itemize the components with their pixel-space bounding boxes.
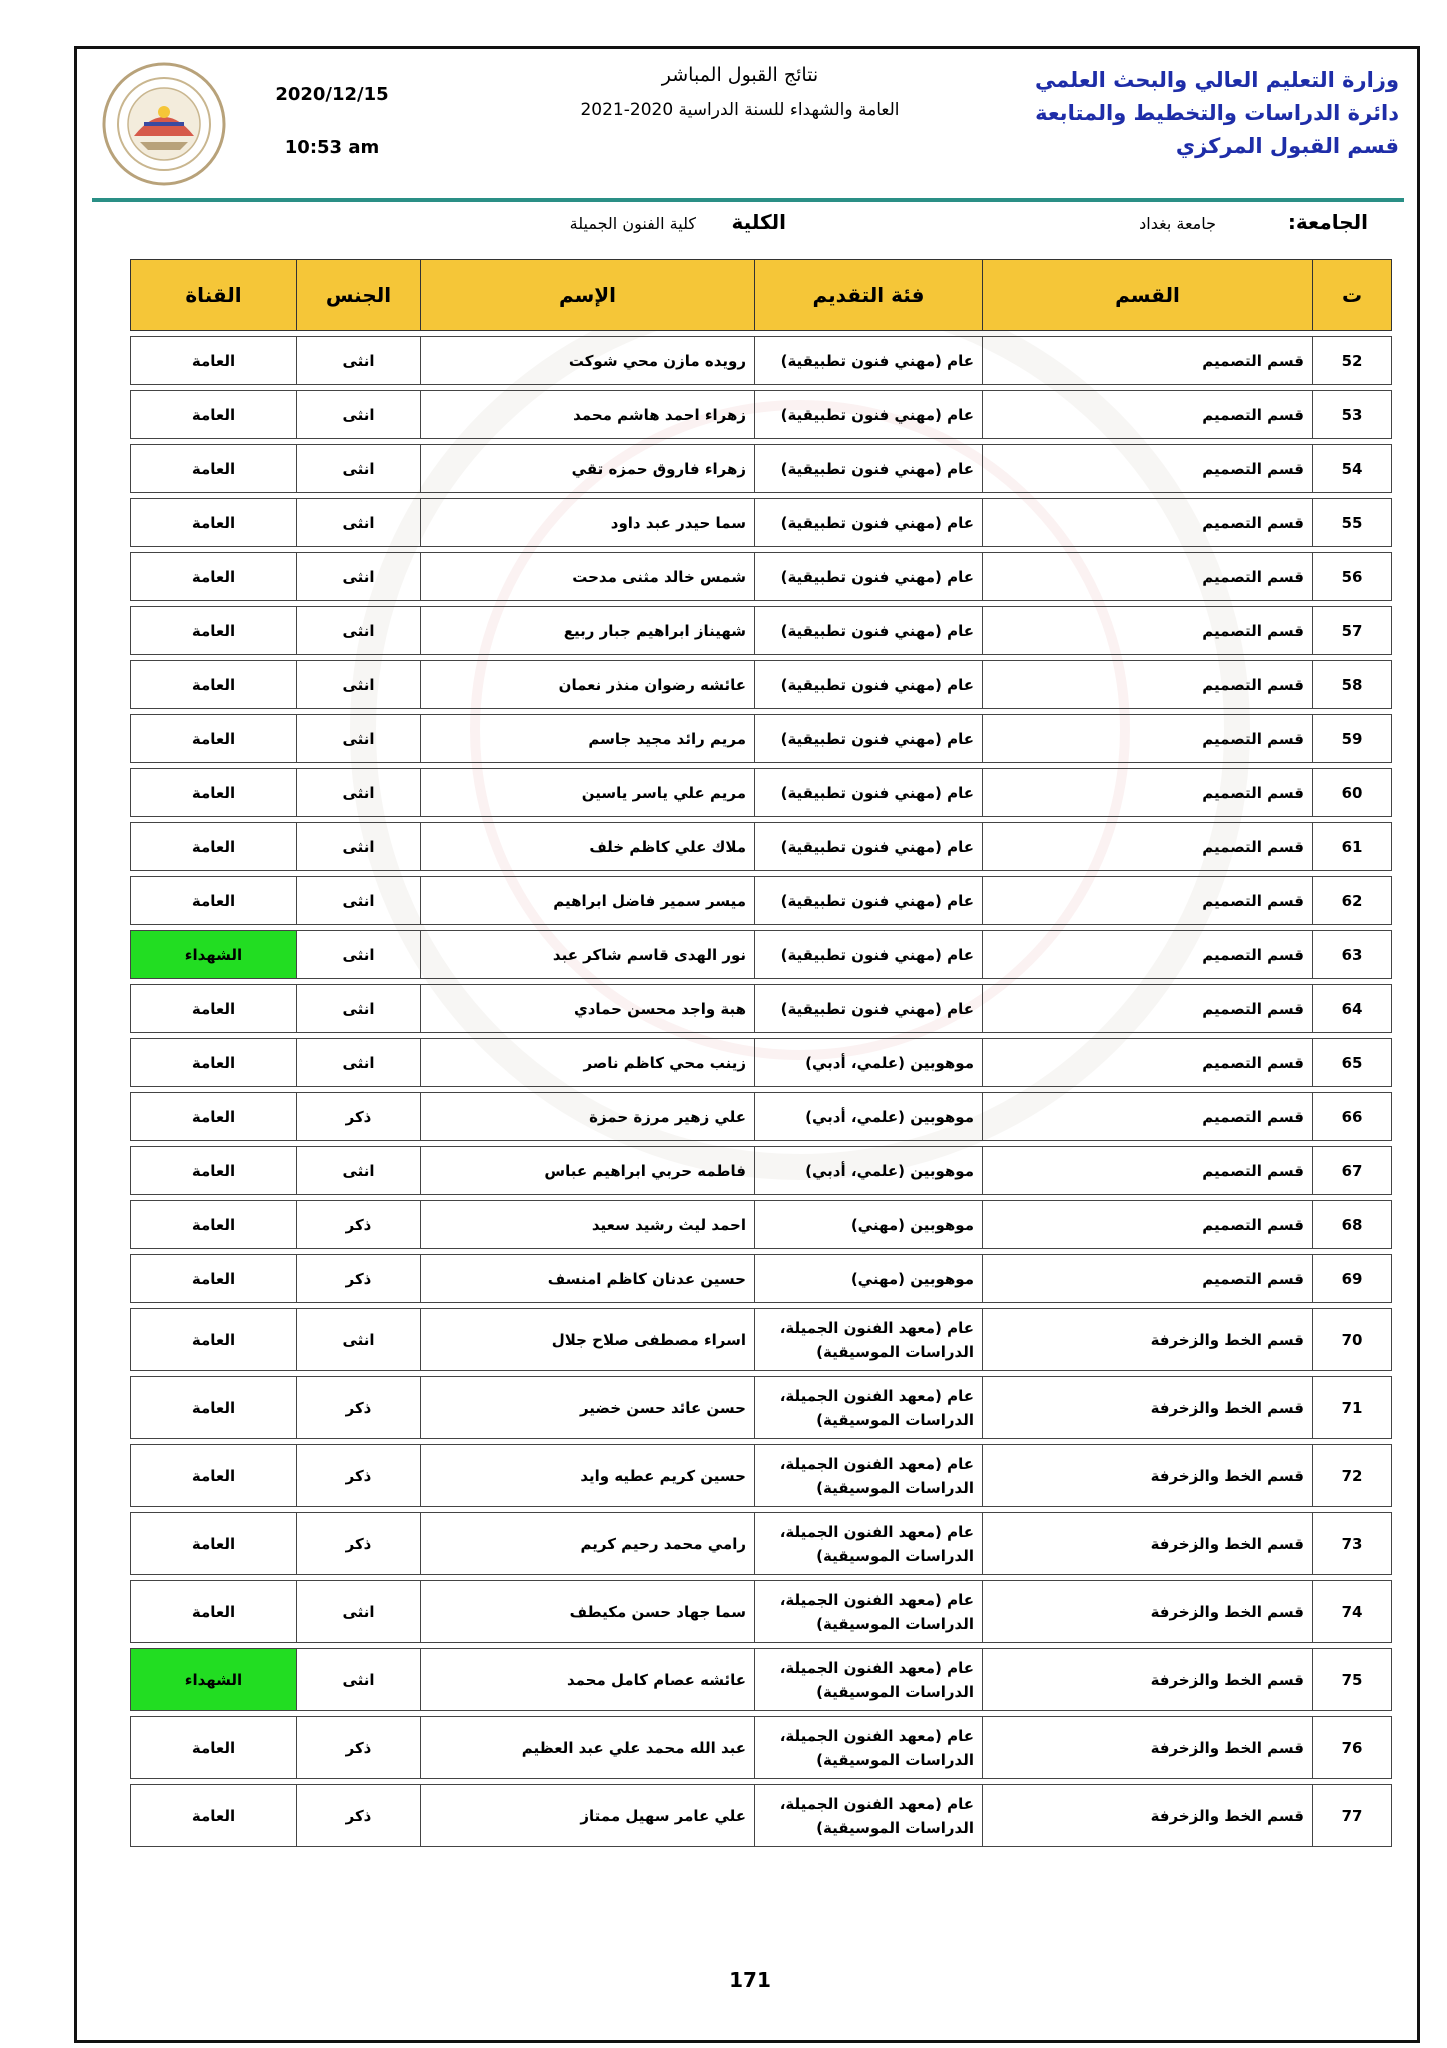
row-student-name: هبة واجد محسن حمادي <box>420 984 754 1033</box>
row-gender: انثى <box>296 498 420 547</box>
row-channel: العامة <box>130 1254 296 1303</box>
row-department: قسم الخط والزخرفة <box>982 1716 1312 1779</box>
college-label: الكلية <box>731 210 786 234</box>
row-number: 61 <box>1312 822 1392 871</box>
column-header-number: ت <box>1312 259 1392 331</box>
row-student-name: سما حيدر عبد داود <box>420 498 754 547</box>
row-gender: ذكر <box>296 1512 420 1575</box>
column-header-category: فئة التقديم <box>754 259 982 331</box>
ministry-block <box>1035 64 1399 163</box>
row-number: 77 <box>1312 1784 1392 1847</box>
row-channel: العامة <box>130 1200 296 1249</box>
row-category: عام (مهني فنون تطبيقية) <box>754 930 982 979</box>
row-student-name: نور الهدى قاسم شاكر عبد <box>420 930 754 979</box>
row-number: 63 <box>1312 930 1392 979</box>
row-channel: العامة <box>130 1580 296 1643</box>
row-student-name: حسين كريم عطيه وايد <box>420 1444 754 1507</box>
row-gender: انثى <box>296 552 420 601</box>
row-number: 74 <box>1312 1580 1392 1643</box>
row-category: عام (مهني فنون تطبيقية) <box>754 444 982 493</box>
table-row <box>130 1308 1392 1371</box>
row-channel: العامة <box>130 1376 296 1439</box>
row-category: عام (معهد الفنون الجميلة، الدراسات الموسيقية) <box>754 1444 982 1507</box>
table-row <box>130 552 1392 601</box>
row-department: قسم التصميم <box>982 822 1312 871</box>
row-gender: انثى <box>296 606 420 655</box>
row-department: قسم التصميم <box>982 984 1312 1033</box>
row-number: 72 <box>1312 1444 1392 1507</box>
row-number: 53 <box>1312 390 1392 439</box>
row-number: 71 <box>1312 1376 1392 1439</box>
row-student-name: علي زهير مرزة حمزة <box>420 1092 754 1141</box>
row-student-name: حسين عدنان كاظم امنسف <box>420 1254 754 1303</box>
row-department: قسم التصميم <box>982 336 1312 385</box>
row-number: 75 <box>1312 1648 1392 1711</box>
row-gender: ذكر <box>296 1200 420 1249</box>
row-category: موهوبين (علمي، أدبي) <box>754 1146 982 1195</box>
row-student-name: ملاك علي كاظم خلف <box>420 822 754 871</box>
row-number: 76 <box>1312 1716 1392 1779</box>
row-channel: العامة <box>130 498 296 547</box>
directorate-line: دائرة الدراسات والتخطيط والمتابعة <box>1035 101 1399 125</box>
row-channel: العامة <box>130 1038 296 1087</box>
row-channel: العامة <box>130 606 296 655</box>
row-channel: العامة <box>130 876 296 925</box>
row-number: 59 <box>1312 714 1392 763</box>
table-row <box>130 768 1392 817</box>
table-row <box>130 1200 1392 1249</box>
table-row <box>130 1648 1392 1711</box>
row-category: عام (معهد الفنون الجميلة، الدراسات الموسيقية) <box>754 1648 982 1711</box>
row-department: قسم الخط والزخرفة <box>982 1580 1312 1643</box>
row-student-name: عبد الله محمد علي عبد العظيم <box>420 1716 754 1779</box>
table-row <box>130 1444 1392 1507</box>
row-channel: العامة <box>130 660 296 709</box>
row-department: قسم الخط والزخرفة <box>982 1648 1312 1711</box>
row-department: قسم التصميم <box>982 930 1312 979</box>
row-gender: ذكر <box>296 1092 420 1141</box>
table-row <box>130 606 1392 655</box>
row-category: عام (مهني فنون تطبيقية) <box>754 768 982 817</box>
row-category: عام (مهني فنون تطبيقية) <box>754 876 982 925</box>
row-category: عام (معهد الفنون الجميلة، الدراسات الموسيقية) <box>754 1784 982 1847</box>
table-row <box>130 1376 1392 1439</box>
row-channel: العامة <box>130 444 296 493</box>
column-header-department: القسم <box>982 259 1312 331</box>
row-department: قسم الخط والزخرفة <box>982 1784 1312 1847</box>
column-header-channel: القناة <box>130 259 296 331</box>
row-gender: انثى <box>296 444 420 493</box>
row-department: قسم التصميم <box>982 876 1312 925</box>
row-number: 62 <box>1312 876 1392 925</box>
report-title: نتائج القبول المباشر <box>661 64 819 86</box>
row-department: قسم الخط والزخرفة <box>982 1444 1312 1507</box>
row-channel: العامة <box>130 1512 296 1575</box>
datetime-block <box>262 84 402 158</box>
table-row <box>130 822 1392 871</box>
row-department: قسم التصميم <box>982 498 1312 547</box>
row-category: عام (معهد الفنون الجميلة، الدراسات الموسيقية) <box>754 1512 982 1575</box>
report-date: 2020/12/15 <box>275 84 389 105</box>
table-row <box>130 1146 1392 1195</box>
table-row <box>130 1254 1392 1303</box>
row-gender: ذكر <box>296 1376 420 1439</box>
row-channel: العامة <box>130 1308 296 1371</box>
row-student-name: شهيناز ابراهيم جبار ربيع <box>420 606 754 655</box>
row-gender: انثى <box>296 768 420 817</box>
table-row <box>130 498 1392 547</box>
row-gender: انثى <box>296 1146 420 1195</box>
table-row <box>130 444 1392 493</box>
row-channel: العامة <box>130 390 296 439</box>
row-category: عام (معهد الفنون الجميلة، الدراسات الموسيقية) <box>754 1716 982 1779</box>
row-channel: العامة <box>130 984 296 1033</box>
row-gender: انثى <box>296 1308 420 1371</box>
row-number: 54 <box>1312 444 1392 493</box>
row-gender: انثى <box>296 822 420 871</box>
row-category: موهوبين (علمي، أدبي) <box>754 1092 982 1141</box>
row-student-name: علي عامر سهيل ممتاز <box>420 1784 754 1847</box>
row-department: قسم التصميم <box>982 606 1312 655</box>
row-student-name: زهراء فاروق حمزه تقي <box>420 444 754 493</box>
row-number: 64 <box>1312 984 1392 1033</box>
row-gender: ذكر <box>296 1254 420 1303</box>
row-number: 58 <box>1312 660 1392 709</box>
results-table <box>130 254 1392 1852</box>
row-department: قسم التصميم <box>982 552 1312 601</box>
row-channel: العامة <box>130 1146 296 1195</box>
row-department: قسم التصميم <box>982 1200 1312 1249</box>
table-row <box>130 1580 1392 1643</box>
row-student-name: ميسر سمير فاضل ابراهيم <box>420 876 754 925</box>
table-row <box>130 1716 1392 1779</box>
row-student-name: احمد ليث رشيد سعيد <box>420 1200 754 1249</box>
university-label: الجامعة: <box>1287 210 1368 234</box>
table-row <box>130 984 1392 1033</box>
row-channel: العامة <box>130 714 296 763</box>
row-gender: انثى <box>296 876 420 925</box>
row-gender: انثى <box>296 930 420 979</box>
row-category: عام (معهد الفنون الجميلة، الدراسات الموسيقية) <box>754 1580 982 1643</box>
row-category: عام (مهني فنون تطبيقية) <box>754 336 982 385</box>
row-number: 57 <box>1312 606 1392 655</box>
header-divider <box>92 198 1404 202</box>
row-number: 68 <box>1312 1200 1392 1249</box>
column-header-gender: الجنس <box>296 259 420 331</box>
row-gender: انثى <box>296 714 420 763</box>
row-gender: انثى <box>296 660 420 709</box>
row-department: قسم التصميم <box>982 390 1312 439</box>
table-header-row <box>130 259 1392 331</box>
row-student-name: عائشه رضوان منذر نعمان <box>420 660 754 709</box>
table-row <box>130 336 1392 385</box>
college-value: كلية الفنون الجميلة <box>569 214 696 233</box>
report-time: 10:53 am <box>284 137 380 158</box>
table-row <box>130 1784 1392 1847</box>
row-category: عام (مهني فنون تطبيقية) <box>754 552 982 601</box>
row-gender: انثى <box>296 390 420 439</box>
row-student-name: سما جهاد حسن مكيطف <box>420 1580 754 1643</box>
university-row <box>92 210 1404 240</box>
page-number: 171 <box>729 1968 771 1992</box>
row-department: قسم التصميم <box>982 444 1312 493</box>
row-category: عام (معهد الفنون الجميلة، الدراسات الموسيقية) <box>754 1308 982 1371</box>
row-student-name: حسن عائد حسن خضير <box>420 1376 754 1439</box>
row-category: عام (مهني فنون تطبيقية) <box>754 390 982 439</box>
row-category: عام (معهد الفنون الجميلة، الدراسات الموسيقية) <box>754 1376 982 1439</box>
row-category: عام (مهني فنون تطبيقية) <box>754 822 982 871</box>
row-number: 65 <box>1312 1038 1392 1087</box>
row-gender: انثى <box>296 984 420 1033</box>
row-number: 73 <box>1312 1512 1392 1575</box>
row-category: عام (مهني فنون تطبيقية) <box>754 984 982 1033</box>
table-row <box>130 714 1392 763</box>
row-student-name: عائشه عصام كامل محمد <box>420 1648 754 1711</box>
report-subtitle: العامة والشهداء للسنة الدراسية 2020-2021 <box>580 100 900 120</box>
table-row <box>130 660 1392 709</box>
row-gender: انثى <box>296 1580 420 1643</box>
row-category: عام (مهني فنون تطبيقية) <box>754 606 982 655</box>
row-channel: العامة <box>130 1444 296 1507</box>
row-gender: ذكر <box>296 1716 420 1779</box>
table-row <box>130 876 1392 925</box>
ministry-logo-icon <box>100 60 228 188</box>
row-department: قسم التصميم <box>982 660 1312 709</box>
row-gender: انثى <box>296 336 420 385</box>
table-row <box>130 930 1392 979</box>
row-gender: ذكر <box>296 1784 420 1847</box>
row-channel: العامة <box>130 1784 296 1847</box>
row-number: 69 <box>1312 1254 1392 1303</box>
report-title-block <box>560 64 920 120</box>
table-row <box>130 1092 1392 1141</box>
table-row <box>130 1038 1392 1087</box>
row-student-name: اسراء مصطفى صلاح جلال <box>420 1308 754 1371</box>
row-channel: العامة <box>130 552 296 601</box>
row-student-name: رامي محمد رحيم كريم <box>420 1512 754 1575</box>
row-department: قسم التصميم <box>982 1092 1312 1141</box>
row-department: قسم التصميم <box>982 1038 1312 1087</box>
row-student-name: فاطمه حربي ابراهيم عباس <box>420 1146 754 1195</box>
row-department: قسم التصميم <box>982 1254 1312 1303</box>
row-number: 60 <box>1312 768 1392 817</box>
row-channel: العامة <box>130 768 296 817</box>
row-gender: انثى <box>296 1648 420 1711</box>
row-category: عام (مهني فنون تطبيقية) <box>754 660 982 709</box>
row-category: موهوبين (مهني) <box>754 1254 982 1303</box>
row-number: 52 <box>1312 336 1392 385</box>
department-line: قسم القبول المركزي <box>1175 134 1399 158</box>
column-header-name: الإسم <box>420 259 754 331</box>
university-value: جامعة بغداد <box>1139 214 1216 233</box>
row-category: موهوبين (علمي، أدبي) <box>754 1038 982 1087</box>
row-student-name: مريم علي ياسر ياسين <box>420 768 754 817</box>
row-student-name: مريم رائد مجيد جاسم <box>420 714 754 763</box>
row-channel: الشهداء <box>130 1648 296 1711</box>
row-student-name: زهراء احمد هاشم محمد <box>420 390 754 439</box>
row-department: قسم الخط والزخرفة <box>982 1376 1312 1439</box>
row-department: قسم التصميم <box>982 714 1312 763</box>
row-category: موهوبين (مهني) <box>754 1200 982 1249</box>
row-department: قسم التصميم <box>982 1146 1312 1195</box>
row-gender: ذكر <box>296 1444 420 1507</box>
row-department: قسم الخط والزخرفة <box>982 1308 1312 1371</box>
row-number: 55 <box>1312 498 1392 547</box>
row-category: عام (مهني فنون تطبيقية) <box>754 498 982 547</box>
table-row <box>130 1512 1392 1575</box>
row-number: 56 <box>1312 552 1392 601</box>
row-channel: العامة <box>130 822 296 871</box>
row-number: 67 <box>1312 1146 1392 1195</box>
row-channel: الشهداء <box>130 930 296 979</box>
row-number: 70 <box>1312 1308 1392 1371</box>
row-number: 66 <box>1312 1092 1392 1141</box>
row-channel: العامة <box>130 1716 296 1779</box>
row-channel: العامة <box>130 1092 296 1141</box>
ministry-line: وزارة التعليم العالي والبحث العلمي <box>1034 68 1399 92</box>
row-category: عام (مهني فنون تطبيقية) <box>754 714 982 763</box>
row-gender: انثى <box>296 1038 420 1087</box>
row-student-name: رويده مازن محي شوكت <box>420 336 754 385</box>
row-student-name: زينب محي كاظم ناصر <box>420 1038 754 1087</box>
row-department: قسم التصميم <box>982 768 1312 817</box>
row-channel: العامة <box>130 336 296 385</box>
table-row <box>130 390 1392 439</box>
row-department: قسم الخط والزخرفة <box>982 1512 1312 1575</box>
row-student-name: شمس خالد مثنى مدحت <box>420 552 754 601</box>
